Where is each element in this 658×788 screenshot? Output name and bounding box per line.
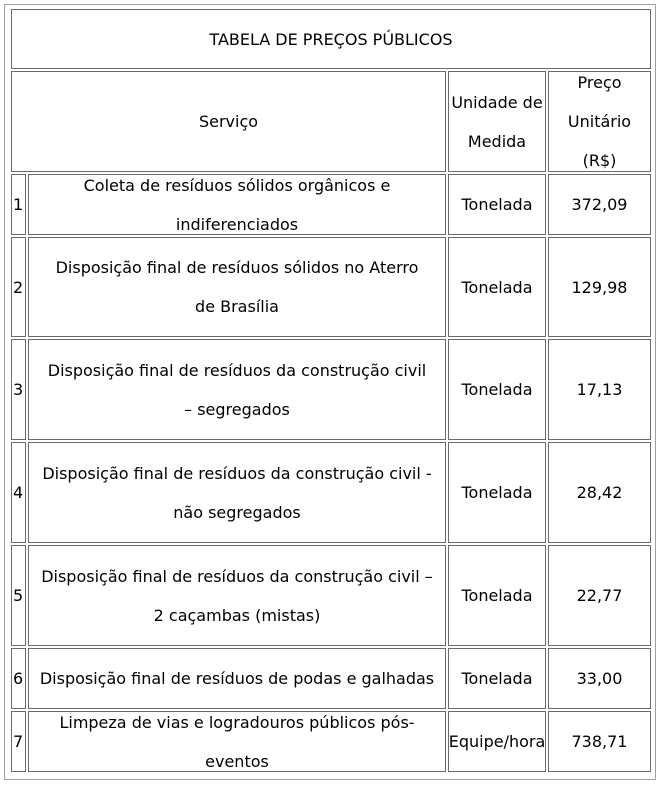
row-unit [448,545,546,646]
row-number [11,339,26,440]
row-number [11,545,26,646]
row-service-text: Disposição final de resíduos da construção civil – segregados [47,360,427,419]
row-price-text: 28,42 [576,483,623,502]
row-number-text: 5 [13,586,24,605]
row-service [28,442,446,543]
row-unit [448,648,546,709]
header-unit-text: Unidade de Medida [451,92,543,151]
row-service-text: Disposição final de resíduos da construção civil – 2 caçambas (mistas) [41,566,433,625]
row-price-text: 129,98 [571,277,628,297]
row-unit-text: Tonelada [461,380,533,399]
row-number [11,711,26,772]
row-unit [448,237,546,337]
row-number-text: 6 [13,669,24,688]
price-table [4,4,656,780]
row-price-text: 17,13 [576,380,623,399]
row-price [548,545,651,646]
row-service [28,339,446,440]
row-unit-text: Tonelada [461,277,533,297]
row-unit-text: Tonelada [461,586,533,605]
row-service-text: Disposição final de resíduos de podas e galhadas [39,669,435,688]
row-service-text: Limpeza de vias e logradouros públicos pós-eventos [59,712,415,771]
header-service [11,71,446,172]
row-number [11,174,26,235]
header-service-text: Serviço [198,112,259,131]
row-price-text: 33,00 [576,669,623,688]
table-title [11,9,651,69]
row-unit-text: Tonelada [461,195,533,214]
row-number-text: 7 [13,732,24,751]
row-price [548,174,651,235]
row-unit [448,442,546,543]
row-number-text: 4 [13,483,24,502]
row-price-text: 372,09 [571,195,628,214]
header-unit [448,71,546,172]
row-service [28,648,446,709]
row-price [548,711,651,772]
row-unit-text: Tonelada [461,483,533,502]
row-price [548,442,651,543]
row-service-text: Coleta de resíduos sólidos orgânicos e indiferenciados [83,175,391,234]
row-price-text: 22,77 [576,586,623,605]
row-number-text: 3 [13,380,24,399]
row-service [28,237,446,337]
row-number [11,648,26,709]
row-number-text: 1 [13,195,24,214]
row-price [548,339,651,440]
row-price [548,237,651,337]
row-number [11,442,26,543]
table-title-text: TABELA DE PREÇOS PÚBLICOS [209,29,453,49]
row-number-text: 2 [13,277,24,297]
row-number [11,237,26,337]
row-service [28,711,446,772]
row-unit [448,339,546,440]
row-unit-text: Equipe/hora [448,732,546,751]
row-unit-text: Tonelada [461,669,533,688]
row-service [28,174,446,235]
row-price [548,648,651,709]
row-service-text: Disposição final de resíduos da construção civil - não segregados [42,463,432,522]
row-service-text: Disposição final de resíduos sólidos no Aterro de Brasília [55,258,419,316]
row-unit [448,174,546,235]
row-unit [448,711,546,772]
header-price [548,71,651,172]
row-price-text: 738,71 [571,732,628,751]
header-price-text: Preço Unitário (R$) [567,73,632,170]
row-service [28,545,446,646]
